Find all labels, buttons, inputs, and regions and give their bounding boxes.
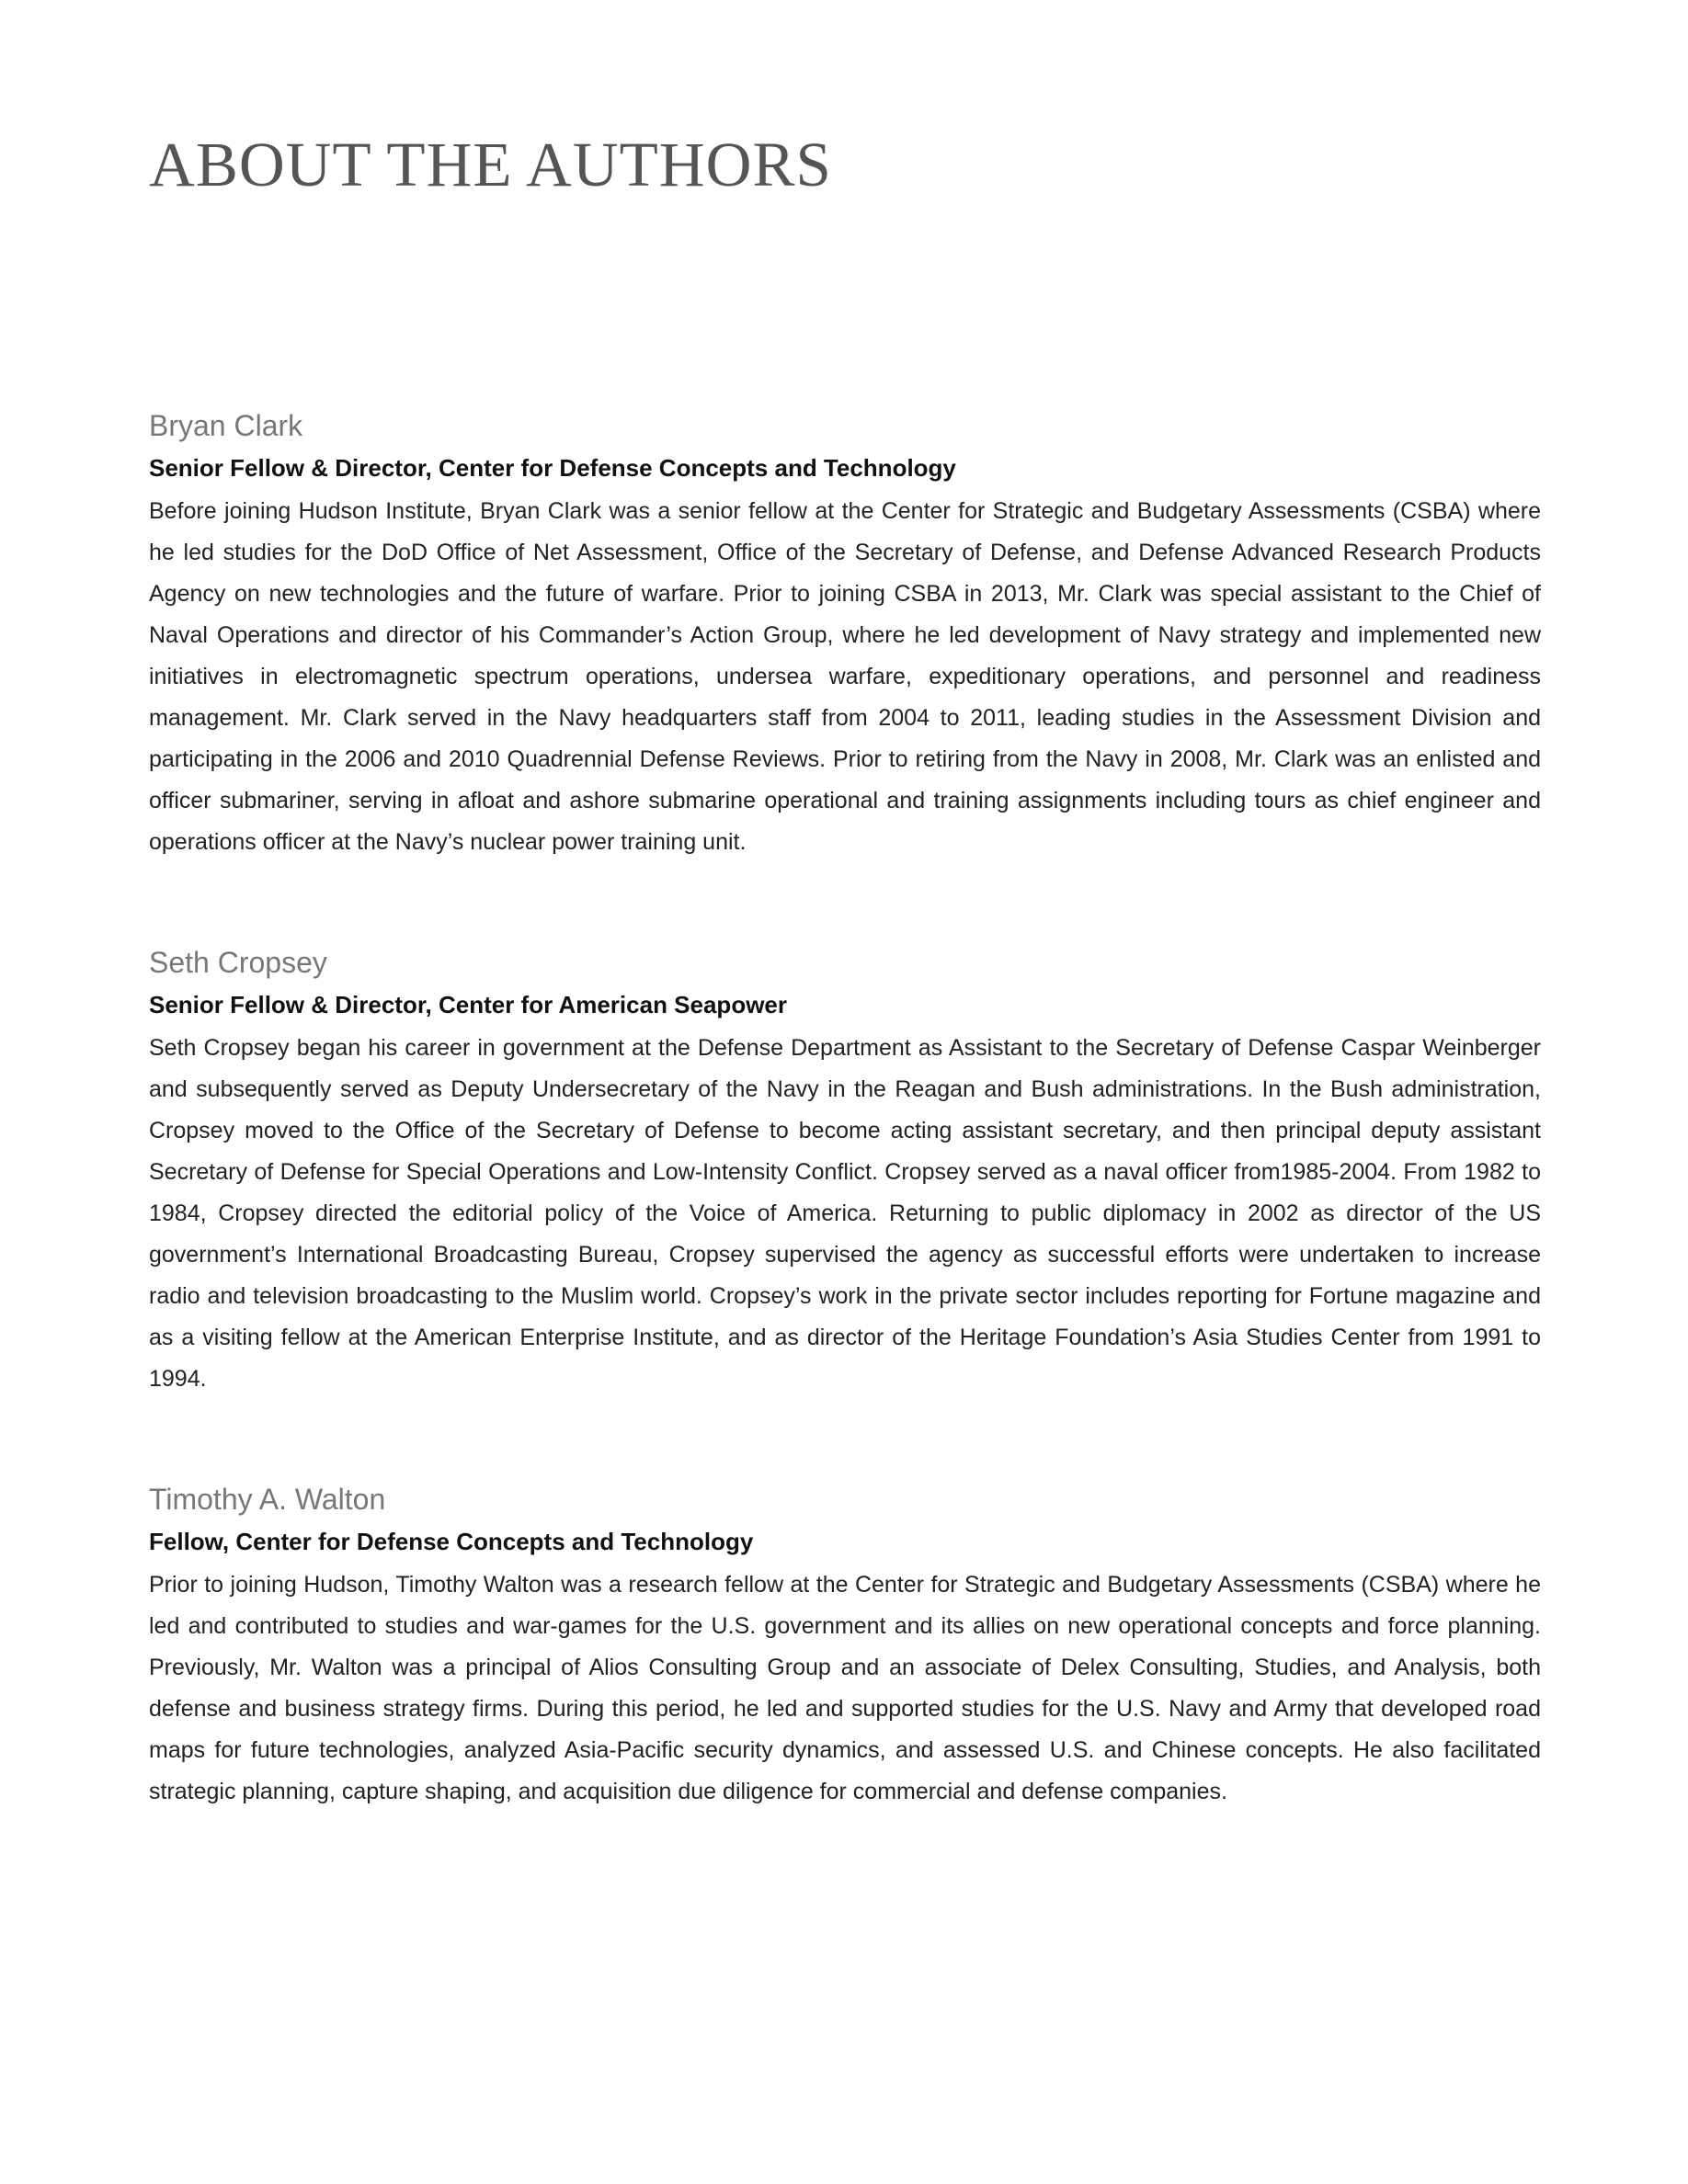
author-name: Bryan Clark bbox=[149, 409, 303, 442]
author-name: Seth Cropsey bbox=[149, 946, 327, 979]
author-bio: Before joining Hudson Institute, Bryan Clark was a senior fellow at the Center for Strategic and Budgetary Assessments (CSBA) where he led studies for the DoD Office of Net Assessment, Office of the Secretary of Defense, and Defense Advanced Research Products Agency on new technologies and the future of warfare. Prior to joining CSBA in 2013, Mr. Clark was special assistant to the Chief of Naval Operations and director of his Commander’s Action Group, where he led development of Navy strategy and implemented new initiatives in electromagnetic spectrum operations, undersea warfare, expeditionary operations, and personnel and readiness management. Mr. Clark served in the Navy headquarters staff from 2004 to 2011, leading studies in the Assessment Division and participating in the 2006 and 2010 Quadrennial Defense Reviews. Prior to retiring from the Navy in 2008, Mr. Clark was an enlisted and officer submariner, serving in afloat and ashore submarine operational and training assignments including tours as chief engineer and operations officer at the Navy’s nuclear power training unit. bbox=[149, 498, 1541, 855]
author-name: Timothy A. Walton bbox=[149, 1483, 386, 1516]
author-section bbox=[149, 405, 1541, 863]
author-bio: Prior to joining Hudson, Timothy Walton was a research fellow at the Center for Strategic and Budgetary Assessments (CSBA) where he led and contributed to studies and war-games for the U.S. government and its allies on new operational concepts and force planning. Previously, Mr. Walton was a principal of Alios Consulting Group and an associate of Delex Consulting, Studies, and Analysis, both defense and business strategy firms. During this period, he led and supported studies for the U.S. Navy and Army that developed road maps for future technologies, analyzed Asia-Pacific security dynamics, and assessed U.S. and Chinese concepts. He also facilitated strategic planning, capture shaping, and acquisition due diligence for commercial and defense companies. bbox=[149, 1572, 1541, 1804]
author-section bbox=[149, 1479, 1541, 1813]
author-section bbox=[149, 942, 1541, 1400]
page-title: ABOUT THE AUTHORS bbox=[149, 130, 832, 199]
author-role: Fellow, Center for Defense Concepts and Technology bbox=[149, 1528, 754, 1555]
author-role: Senior Fellow & Director, Center for Defense Concepts and Technology bbox=[149, 454, 956, 482]
author-role: Senior Fellow & Director, Center for American Seapower bbox=[149, 991, 788, 1018]
author-bio: Seth Cropsey began his career in government at the Defense Department as Assistant to the Secretary of Defense Caspar Weinberger and subsequently served as Deputy Undersecretary of the Navy in the Reagan and Bush administrations. In the Bush administration, Cropsey moved to the Office of the Secretary of Defense to become acting assistant secretary, and then principal deputy assistant Secretary of Defense for Special Operations and Low-Intensity Conflict. Cropsey served as a naval officer from1985-2004. From 1982 to 1984, Cropsey directed the editorial policy of the Voice of America. Returning to public diplomacy in 2002 as director of the US government’s International Broadcasting Bureau, Cropsey supervised the agency as successful efforts were undertaken to increase radio and television broadcasting to the Muslim world. Cropsey’s work in the private sector includes reporting for Fortune magazine and as a visiting fellow at the American Enterprise Institute, and as director of the Heritage Foundation’s Asia Studies Center from 1991 to 1994. bbox=[149, 1035, 1541, 1392]
